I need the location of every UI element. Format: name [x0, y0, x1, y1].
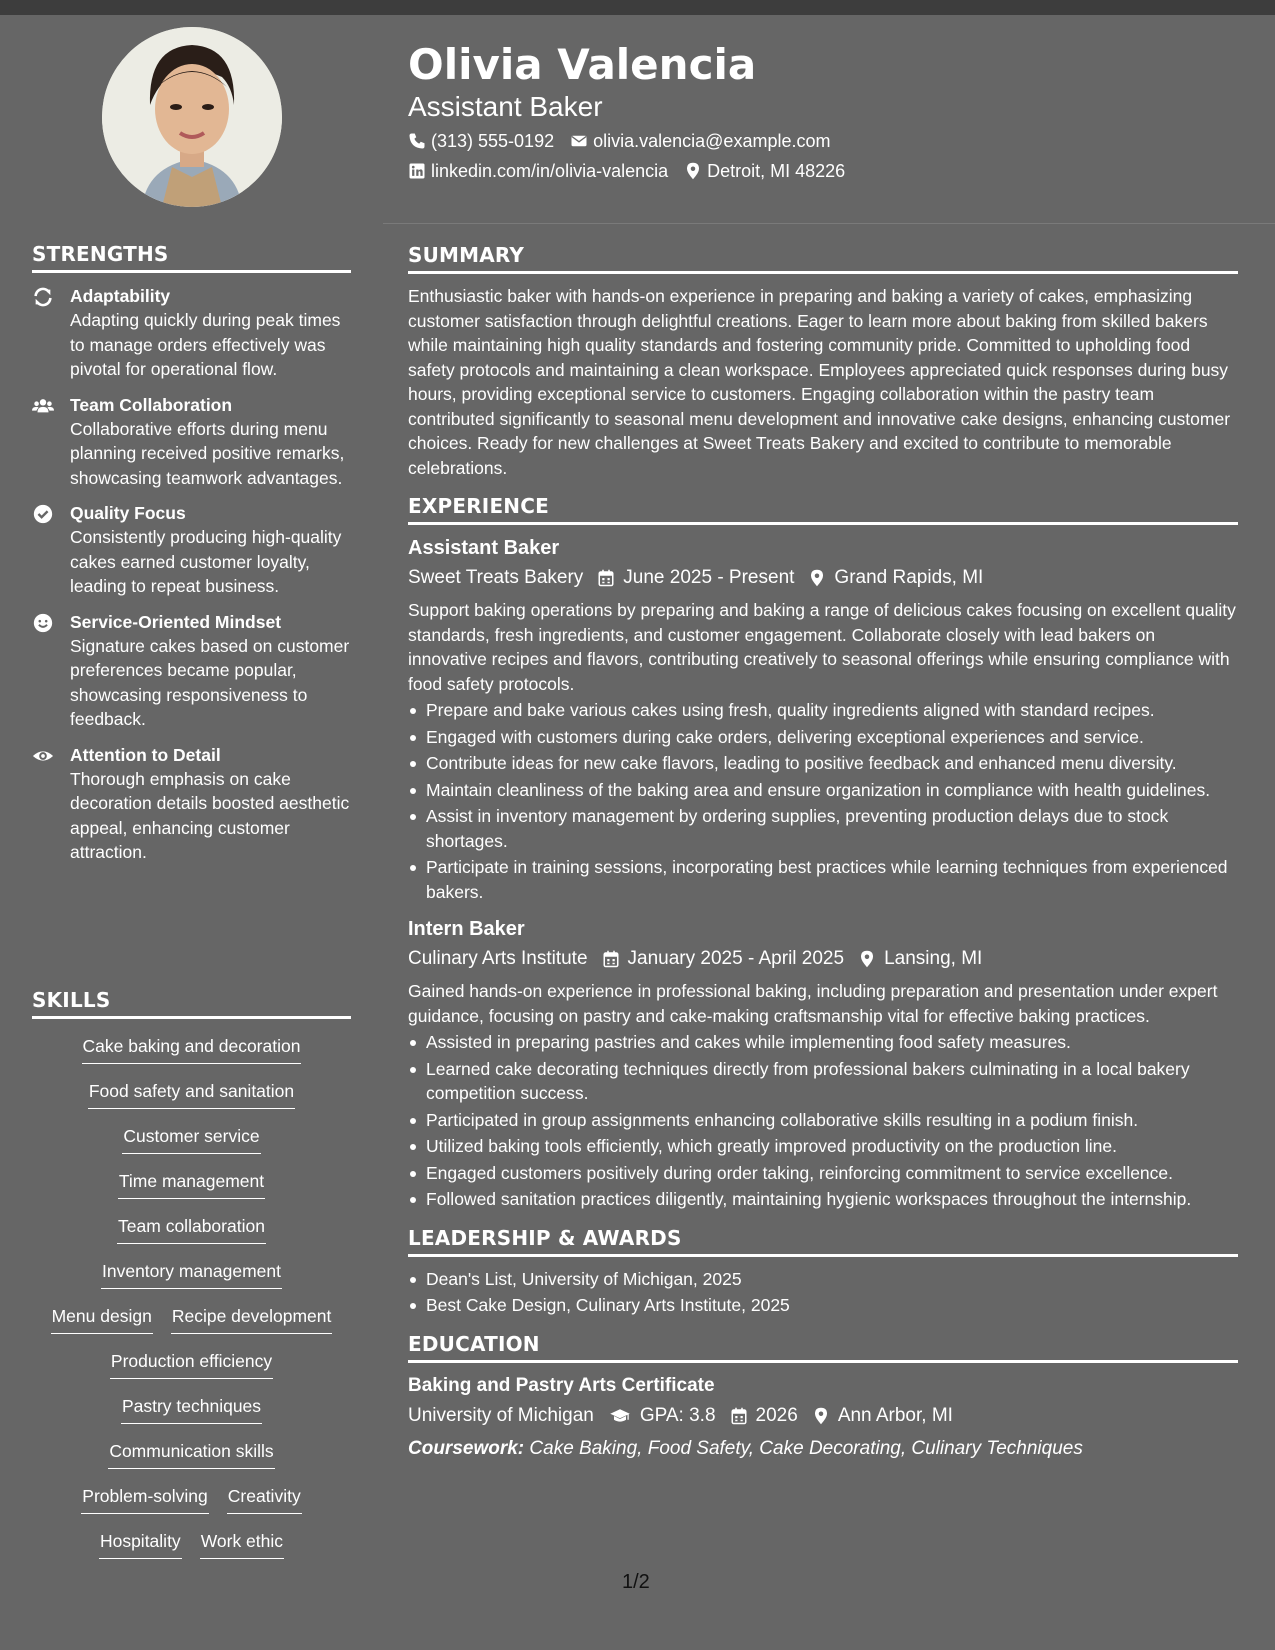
candidate-title: Assistant Baker	[408, 91, 603, 122]
skill-tag: Pastry techniques	[121, 1393, 262, 1424]
education-heading: EDUCATION	[408, 1332, 1238, 1363]
job-dates	[602, 946, 845, 972]
job-entry	[408, 535, 1238, 904]
strength-item	[32, 394, 351, 491]
skill-row	[32, 1483, 351, 1514]
strength-item	[32, 502, 351, 599]
skill-row	[32, 1213, 351, 1244]
location-text: Detroit, MI 48226	[707, 161, 846, 181]
job-bullet: Assist in inventory management by ordering supplies, preventing production delays due to stock shortages.	[408, 804, 1238, 853]
skill-tag: Creativity	[227, 1483, 302, 1514]
job-bullet: Followed sanitation practices diligently, maintaining hygienic workspaces throughout the internship.	[408, 1187, 1238, 1212]
experience-heading: EXPERIENCE	[408, 494, 1238, 525]
summary-text: Enthusiastic baker with hands-on experience in preparing and baking a variety of cakes, emphasizing customer satisfaction through delightful creations. Eager to learn more about baking from skilled bakers while maintaining high quality standards and fostering community pride. Committed to upholding food safety protocols and maintaining a clean workspace. Employees appreciated quick responses during busy hours, providing exceptional service to customers. Engaging collaboration within the pastry team contributed significantly to seasonal menu development and innovative cake designs, enhancing customer choices. Ready for new challenges at Sweet Treats Bakery and excited to contribute to memorable celebrations.	[408, 286, 1231, 478]
education-section	[408, 1332, 1238, 1462]
skill-row	[32, 1348, 351, 1379]
candidate-name: Olivia Valencia	[408, 40, 757, 89]
job-location	[858, 946, 982, 972]
contact-row	[408, 128, 1238, 154]
skill-tag: Customer service	[122, 1123, 260, 1154]
job-entry	[408, 916, 1238, 1212]
skill-tag: Cake baking and decoration	[82, 1033, 302, 1064]
job-dates-text: June 2025 - Present	[623, 567, 795, 588]
resume-header	[408, 40, 1238, 184]
sync-icon	[32, 286, 54, 308]
job-bullet: Prepare and bake various cakes using fresh, quality ingredients aligned with standard recipes.	[408, 698, 1238, 723]
phone-text: (313) 555-0192	[431, 131, 555, 151]
graduation-cap-icon	[608, 1407, 632, 1425]
summary-section	[408, 243, 1238, 480]
skill-row	[32, 1438, 351, 1469]
map-pin-icon	[684, 162, 702, 180]
education-location	[812, 1403, 953, 1429]
linkedin-text: linkedin.com/in/olivia-valencia	[431, 161, 669, 181]
job-meta	[408, 565, 1238, 591]
strength-title: Adaptability	[70, 286, 171, 306]
skills-heading: SKILLS	[32, 988, 351, 1019]
skill-row	[32, 1168, 351, 1199]
map-pin-icon	[808, 569, 826, 587]
job-dates	[597, 565, 794, 591]
strength-item	[32, 611, 351, 732]
top-bar	[0, 0, 1275, 15]
strengths-heading: STRENGTHS	[32, 242, 351, 273]
skill-row	[32, 1033, 351, 1064]
skill-tag: Production efficiency	[110, 1348, 273, 1379]
strength-desc: Collaborative efforts during menu planning received positive remarks, showcasing teamwork advantages.	[70, 418, 345, 488]
gpa-text: GPA: 3.8	[639, 1404, 716, 1426]
skills-section	[32, 988, 351, 1559]
strengths-section	[32, 242, 351, 865]
eye-icon	[32, 745, 54, 767]
strength-desc: Signature cakes based on customer preferences became popular, showcasing responsiveness to feedback.	[70, 635, 350, 729]
job-title: Assistant Baker	[408, 537, 560, 559]
summary-heading: SUMMARY	[408, 243, 1238, 274]
strength-title: Quality Focus	[70, 503, 186, 523]
coursework	[408, 1436, 1238, 1462]
calendar-icon	[597, 569, 615, 587]
email-contact[interactable]	[570, 128, 830, 154]
awards-section	[408, 1226, 1238, 1318]
education-location-text: Ann Arbor, MI	[837, 1404, 953, 1426]
skill-row	[32, 1123, 351, 1154]
strength-title: Attention to Detail	[70, 744, 221, 765]
job-bullet: Maintain cleanliness of the baking area and ensure organization in compliance with health guidelines.	[408, 778, 1238, 803]
skill-tag: Communication skills	[108, 1438, 274, 1469]
awards-heading: LEADERSHIP & AWARDS	[408, 1226, 1238, 1257]
job-bullets	[408, 1030, 1238, 1212]
job-description: Gained hands-on experience in professional baking, including preparation and presentation under expert guidance, focusing on pastry and cake-making craftsmanship vital for effective baking practices.	[408, 981, 1218, 1026]
job-bullet: Learned cake decorating techniques directly from professional bakers culminating in a local bakery competition success.	[408, 1057, 1238, 1106]
skill-tag: Time management	[118, 1168, 265, 1199]
email-text: olivia.valencia@example.com	[593, 131, 831, 151]
strength-desc: Thorough emphasis on cake decoration details boosted aesthetic appeal, enhancing customer attraction.	[70, 768, 350, 862]
job-bullet: Participate in training sessions, incorporating best practices while learning techniques from experienced bakers.	[408, 855, 1238, 904]
job-company: Sweet Treats Bakery	[408, 567, 584, 588]
check-circle-icon	[32, 503, 54, 525]
skill-row	[32, 1078, 351, 1109]
graduation-year	[730, 1403, 798, 1429]
skill-tag: Team collaboration	[117, 1213, 266, 1244]
job-dates-text: January 2025 - April 2025	[627, 948, 845, 969]
skill-tag: Work ethic	[200, 1528, 284, 1559]
strength-item	[32, 744, 351, 865]
skill-tag: Inventory management	[101, 1258, 282, 1289]
award-item: Dean's List, University of Michigan, 2025	[408, 1267, 1238, 1292]
phone-contact[interactable]	[408, 128, 554, 154]
users-icon	[32, 395, 54, 417]
job-company: Culinary Arts Institute	[408, 948, 588, 969]
avatar	[102, 27, 282, 207]
job-bullets	[408, 698, 1238, 904]
job-location	[808, 565, 983, 591]
skill-tag: Recipe development	[171, 1303, 333, 1334]
education-meta	[408, 1403, 1238, 1429]
job-title: Intern Baker	[408, 918, 525, 940]
award-item: Best Cake Design, Culinary Arts Institute, 2025	[408, 1293, 1238, 1318]
strength-item	[32, 285, 351, 382]
awards-list	[408, 1267, 1238, 1318]
location-contact	[684, 158, 845, 184]
job-location-text: Lansing, MI	[884, 948, 983, 969]
calendar-icon	[602, 950, 620, 968]
skill-row	[32, 1528, 351, 1559]
strength-title: Team Collaboration	[70, 394, 233, 415]
skill-tag: Problem-solving	[81, 1483, 208, 1514]
linkedin-contact[interactable]	[408, 158, 668, 184]
map-pin-icon	[812, 1407, 830, 1425]
map-pin-icon	[858, 950, 876, 968]
skill-row	[32, 1258, 351, 1289]
contact-row	[408, 158, 1238, 184]
job-description: Support baking operations by preparing and baking a range of delicious cakes focusing on excellent quality standards, fresh ingredients, and customer engagement. Collaborate closely with lead bakers on innovative recipes and flavors, contributing creatively to seasonal offerings while ensuring compliance with food safety protocols.	[408, 600, 1236, 694]
skill-tag: Hospitality	[99, 1528, 182, 1559]
page-number: 1/2	[622, 1571, 650, 1593]
job-location-text: Grand Rapids, MI	[834, 567, 984, 588]
header-divider	[383, 223, 1275, 224]
job-bullet: Engaged with customers during cake orders, delivering exceptional experiences and service.	[408, 725, 1238, 750]
strength-title: Service-Oriented Mindset	[70, 611, 282, 632]
smile-icon	[32, 612, 54, 634]
gpa	[608, 1403, 716, 1429]
strength-desc: Adapting quickly during peak times to manage orders effectively was pivotal for operational flow.	[70, 310, 341, 379]
envelope-icon	[570, 132, 588, 150]
degree-title: Baking and Pastry Arts Certificate	[408, 1374, 715, 1396]
strength-desc: Consistently producing high-quality cakes earned customer loyalty, leading to repeat business.	[70, 527, 342, 596]
experience-section	[408, 494, 1238, 1212]
year-text: 2026	[755, 1404, 798, 1426]
job-bullet: Utilized baking tools efficiently, which greatly improved productivity on the production line.	[408, 1134, 1238, 1159]
school-name: University of Michigan	[408, 1404, 594, 1426]
job-bullet: Assisted in preparing pastries and cakes while implementing food safety measures.	[408, 1030, 1238, 1055]
job-meta	[408, 946, 1238, 972]
skill-tag: Menu design	[51, 1303, 153, 1334]
right-column	[408, 243, 1238, 1476]
skill-row	[32, 1303, 351, 1334]
job-bullet: Participated in group assignments enhancing collaborative skills resulting in a podium finish.	[408, 1108, 1238, 1133]
skill-tag: Food safety and sanitation	[88, 1078, 295, 1109]
calendar-icon	[730, 1407, 748, 1425]
linkedin-icon	[408, 162, 426, 180]
job-bullet: Engaged customers positively during order taking, reinforcing commitment to service excellence.	[408, 1161, 1238, 1186]
phone-icon	[408, 132, 426, 150]
job-bullet: Contribute ideas for new cake flavors, leading to positive feedback and enhanced menu diversity.	[408, 751, 1238, 776]
coursework-label: Coursework:	[408, 1437, 525, 1459]
coursework-text: Cake Baking, Food Safety, Cake Decorating, Culinary Techniques	[529, 1437, 1083, 1459]
skill-row	[32, 1393, 351, 1424]
